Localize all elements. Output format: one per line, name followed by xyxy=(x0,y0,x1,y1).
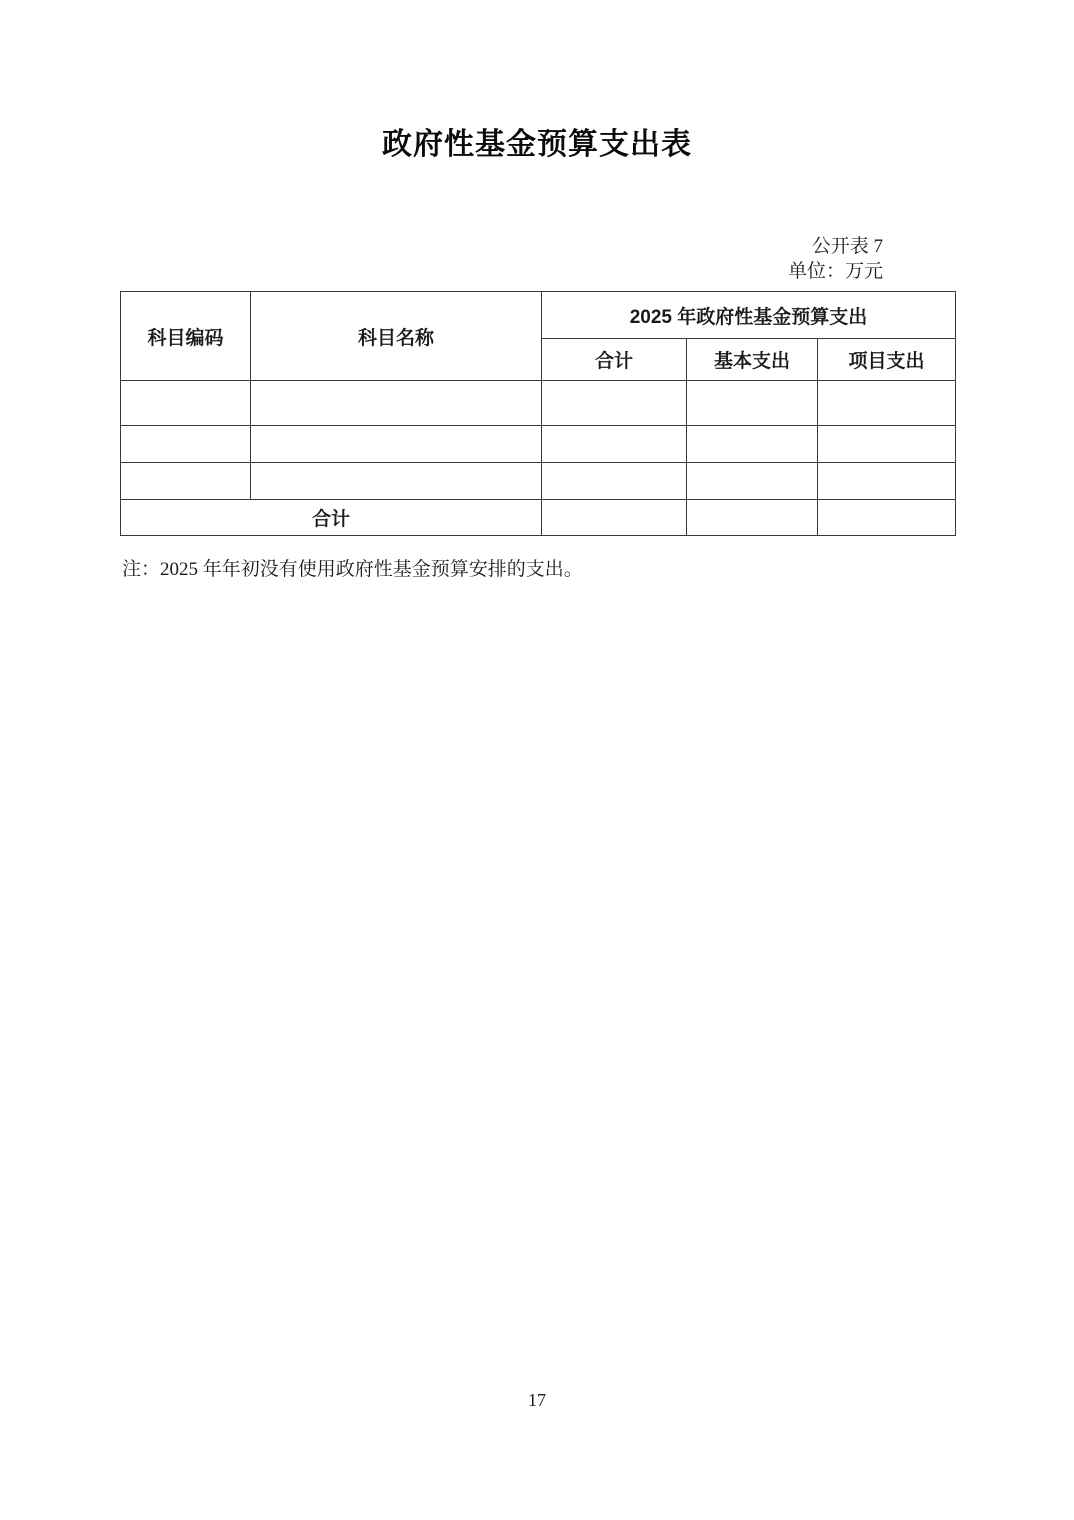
total-row-label: 合计 xyxy=(121,500,542,536)
cell-basic xyxy=(687,426,818,463)
header-row-1 xyxy=(121,292,956,339)
header-subject-name: 科目名称 xyxy=(251,292,542,381)
header-basic-expenditure: 基本支出 xyxy=(687,339,818,381)
public-table-label: 公开表 7 xyxy=(811,236,883,257)
cell-subject-name xyxy=(251,426,542,463)
cell-project xyxy=(818,500,956,536)
header-subject-code: 科目编码 xyxy=(121,292,251,381)
table-row xyxy=(121,463,956,500)
cell-subject-code xyxy=(121,426,251,463)
cell-total xyxy=(542,463,687,500)
cell-subject-name xyxy=(251,463,542,500)
cell-basic xyxy=(687,463,818,500)
cell-subject-code xyxy=(121,463,251,500)
cell-project xyxy=(818,463,956,500)
cell-total xyxy=(542,426,687,463)
table-meta xyxy=(120,234,955,284)
page-number: 17 xyxy=(528,1390,546,1410)
cell-project xyxy=(818,381,956,426)
total-row xyxy=(121,500,956,536)
cell-total xyxy=(542,381,687,426)
header-project-expenditure: 项目支出 xyxy=(818,339,956,381)
header-span-2025-expenditure: 2025 年政府性基金预算支出 xyxy=(542,292,956,339)
table-row xyxy=(121,381,956,426)
cell-subject-code xyxy=(121,381,251,426)
note-text: 注：2025 年年初没有使用政府性基金预算安排的支出。 xyxy=(122,559,583,580)
cell-basic xyxy=(687,381,818,426)
cell-project xyxy=(818,426,956,463)
header-total: 合计 xyxy=(542,339,687,381)
table-row xyxy=(121,426,956,463)
unit-label: 单位：万元 xyxy=(787,261,883,282)
budget-table xyxy=(120,291,956,536)
cell-basic xyxy=(687,500,818,536)
page-title: 政府性基金预算支出表 xyxy=(382,128,692,161)
cell-subject-name xyxy=(251,381,542,426)
cell-total xyxy=(542,500,687,536)
